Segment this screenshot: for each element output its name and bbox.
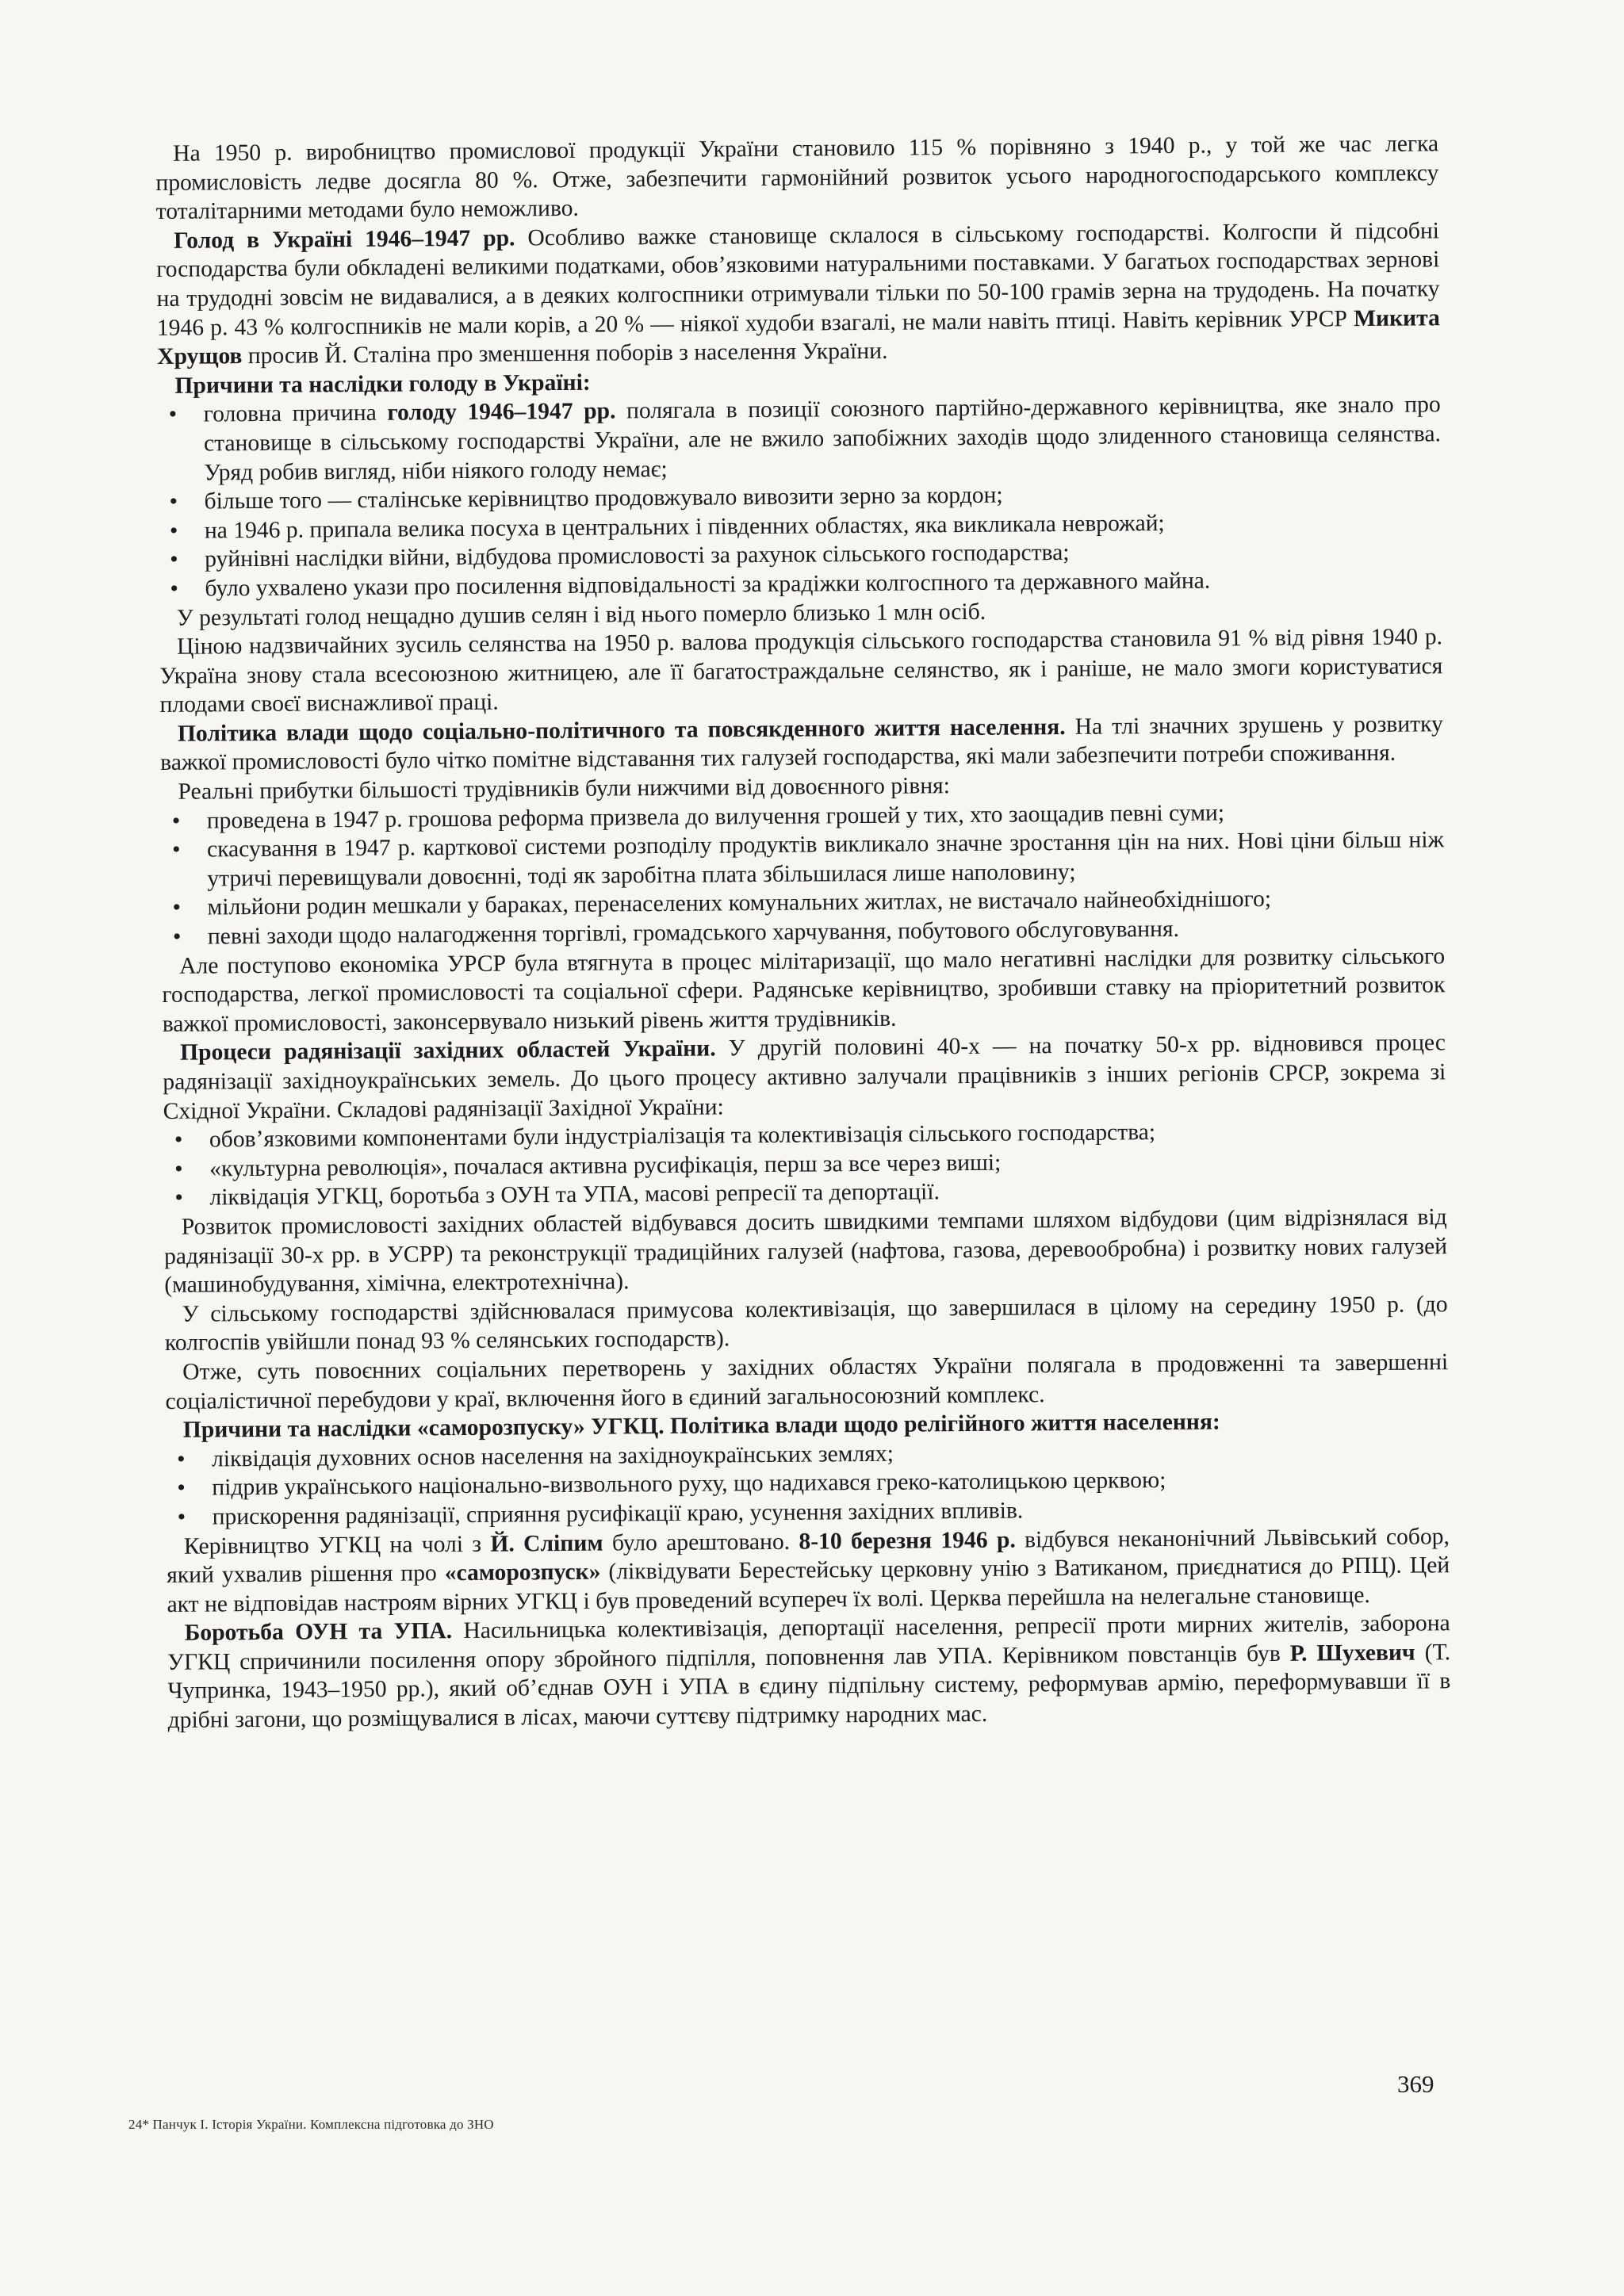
intro-paragraph: На 1950 р. виробництво промислової продукції України становило 115 % порівняно з 1940 р., у той же час легка промисловість ледве досягла 80 %. Отже, забезпечити гармонійний розвиток усього народногосподарського комплексу тоталітарними методами було неможливо. [155,131,1439,225]
list-item: • мільйони родин мешкали у бараках, перенаселених комунальних житлах, не вистачало найнеобхіднішого; [161,884,1444,923]
ugcc-end: (ліквідувати Берестейську церковну унію з Ватиканом, приєднатися до РПЦ). Цей акт не відповідав настроям вірних УГКЦ і був проведений всупереч їх волі. Церква перейшла на нелегальне становище. [167,1552,1450,1617]
list-item: • проведена в 1947 р. грошова реформа призвела до вилучення грошей у тих, хто заощадив певні суми; [161,797,1444,836]
policy-paragraph [160,710,1444,778]
list-item: • ліквідація духовних основ населення на західноукраїнських землях; [166,1435,1449,1474]
ugcc-list [166,1435,1450,1532]
sovietization-heading: Процеси радянізації західних областей України. [179,1035,716,1066]
policy-heading: Політика влади щодо соціально-політичного та повсякденного життя населення. [177,714,1066,747]
list-item [158,391,1442,488]
summary-paragraph: Отже, суть повоєнних соціальних перетворень у західних областях України полягала в продовженні та завершенні соціалістичної перебудови у краї, включення його в єдиний загальносоюзний комплекс. [165,1349,1449,1414]
sovietization-text: У другій половині 40-х — на початку 50-х рр. відновився процес радянізації західноукраїнських земель. До цього процесу активно залучали працівників з інших регіонів СРСР, зокрема зі Східної України. Складові радянізації Західної України: [163,1030,1446,1124]
ugcc-mid2: відбувся неканонічний Львівський собор, який ухвалив рішення про [167,1523,1450,1589]
list-item: • певні заходи щодо налагодження торгівлі, громадського харчування, побутового обслуговування. [162,913,1445,951]
ugcc-lead: Керівництво УГКЦ на чолі з [183,1531,491,1559]
cause-bold: голоду 1946–1947 рр. [387,398,616,427]
resistance-heading: Боротьба ОУН та УПА. [184,1618,453,1647]
list-item: • прискорення радянізації, сприяння русифікації краю, усунення західних впливів. [167,1493,1450,1532]
famine-text-end: просив Й. Сталіна про зменшення поборів з населення України. [242,338,888,369]
famine-bold-name: Микита Хрущов [157,304,1440,370]
ugcc-decision: «саморозпуск» [444,1559,601,1586]
cause-lead: головна причина [203,400,388,427]
list-item: • скасування в 1947 р. карткової системи розподілу продуктів викликало значне зростання цін на них. Нові ціни більш ніж утричі перевищували довоєнні, тоді як заробітна плата збільшилася лише наполовину; [161,826,1445,894]
resistance-end: (Т. Чупринка, 1943–1950 рр.), який об’єднав ОУН і УПА в єдину підпільну систему, реформував армію, переформувавши її в дрібні загони, що розміщувалися в лісах, маючи суттєву підтримку народних мас. [167,1640,1451,1734]
income-lead: Реальні прибутки більшості трудівників були нижчими від довоєнного рівня: [178,773,951,805]
list-item: • підрив українського національно-визвольного руху, що надихався греко-католицькою церквою; [166,1464,1449,1503]
list-item: • було ухвалено укази про посилення відповідальності за крадіжки колгоспного та державного майна. [159,564,1442,603]
list-item: • руйнівні наслідки війни, відбудова промисловості за рахунок сільського господарства; [159,536,1442,575]
ugcc-paragraph [167,1522,1450,1619]
resistance-lead: Насильницька колективізація, депортації населення, репресії проти мирних жителів, заборона УГКЦ спричинили посилення опору збройного підпілля, поповнення лав УПА. Керівником повстанців був [167,1610,1450,1675]
causes-list [158,391,1442,604]
sovietization-paragraph [163,1029,1446,1126]
ugcc-leader: Й. Сліпим [490,1530,603,1557]
page-body [155,129,1451,1735]
agriculture-paragraph: У сільському господарстві здійснювалася примусова колективізація, що завершилася в цілому на середину 1950 р. (до колгоспів увійшли понад 93 % селянських господарств). [164,1291,1448,1357]
list-item: • ліквідація УГКЦ, боротьба з ОУН та УПА, масові репресії та депортації. [163,1174,1446,1213]
list-item: • більше того — сталінське керівництво продовжувало вивозити зерно за кордон; [158,477,1441,516]
resistance-paragraph [167,1609,1451,1735]
famine-heading: Голод в Україні 1946–1947 рр. [173,225,515,254]
militarization-paragraph: Але поступово економіка УРСР була втягнута в процес мілітаризації, що мало негативні наслідки для розвитку сільського господарства, легкої промисловості та соціальної сфери. Радянське керівництво, зробивши ставку на пріоритетний розвиток важкої промисловості, законсервувало низький рівень життя трудівників. [162,943,1446,1037]
cause-rest: полягала в позиції союзного партійно-державного керівництва, яке знало про становище в сільському господарстві України, але не вжило запобіжних заходів щодо злиденного становища селянства. Уряд робив вигляд, ніби ніякого голоду немає; [203,392,1442,486]
list-item: • на 1946 р. припала велика посуха в центральних і південних областях, яка викликала неврожай; [159,507,1442,545]
famine-text-start: Особливо важке становище склалося в сільському господарстві. Колгоспи й підсобні господарства були обкладені великими податками, обов’язковими натуральними поставками. У багатьох господарствах зернові на трудодні зовсім не видавалися, а в деяких колгоспники отримували тільки по 50-100 грамів зерна на трудодень. На початку 1946 р. 43 % колгоспників не мали корів, а 20 % — ніякої худоби взагалі, не мали навіть птиці. Навіть керівник УРСР [156,218,1440,341]
policy-text: На тлі значних зрушень у розвитку важкої промисловості було чітко помітне відставання тих галузей господарства, які мали забезпечити потреби споживання. [160,711,1443,776]
ugcc-heading: Причини та наслідки «саморозпуску» УГКЦ. Політика влади щодо релігійного життя населення: [182,1409,1220,1443]
industry-paragraph: Розвиток промисловості західних областей відбувався досить швидкими темпами шляхом відбудови (цим відрізнялася від радянізації 30-х рр. в УСРР) та реконструкції традиційних галузей (нафтова, газова, деревообробна) і розвитку нових галузей (машинобудування, хімічна, електротехнічна). [163,1204,1448,1299]
famine-paragraph [156,216,1440,372]
sovietization-list [163,1115,1447,1212]
recovery-paragraph: Ціною надзвичайних зусиль селянства на 1950 р. валова продукція сільського господарства становила 91 % від рівня 1940 р. Україна знову стала всесоюзною житницею, але її багатостраждальне селянство, як і раніше, не мало змоги користуватися плодами своєї виснажливої праці. [159,624,1443,718]
causes-result: У результаті голод нещадно душив селян і від нього померло близько 1 млн осіб. [176,599,986,631]
footer-note: 24* Панчук І. Історія України. Комплексна підготовка до ЗНО [128,2117,494,2132]
list-item: • «культурна революція», почалася активна русифікація, перш за все через виші; [163,1145,1446,1184]
causes-heading: Причини та наслідки голоду в Україні: [174,369,591,399]
policy-list [161,797,1445,952]
page-number: 369 [1397,2070,1434,2098]
list-item: • обов’язковими компонентами були індустріалізація та колективізація сільського господарства; [163,1115,1446,1154]
ugcc-mid: було арештовано. [603,1529,799,1556]
ugcc-date: 8-10 березня 1946 р. [799,1527,1016,1555]
resistance-leader: Р. Шухевич [1289,1640,1415,1667]
